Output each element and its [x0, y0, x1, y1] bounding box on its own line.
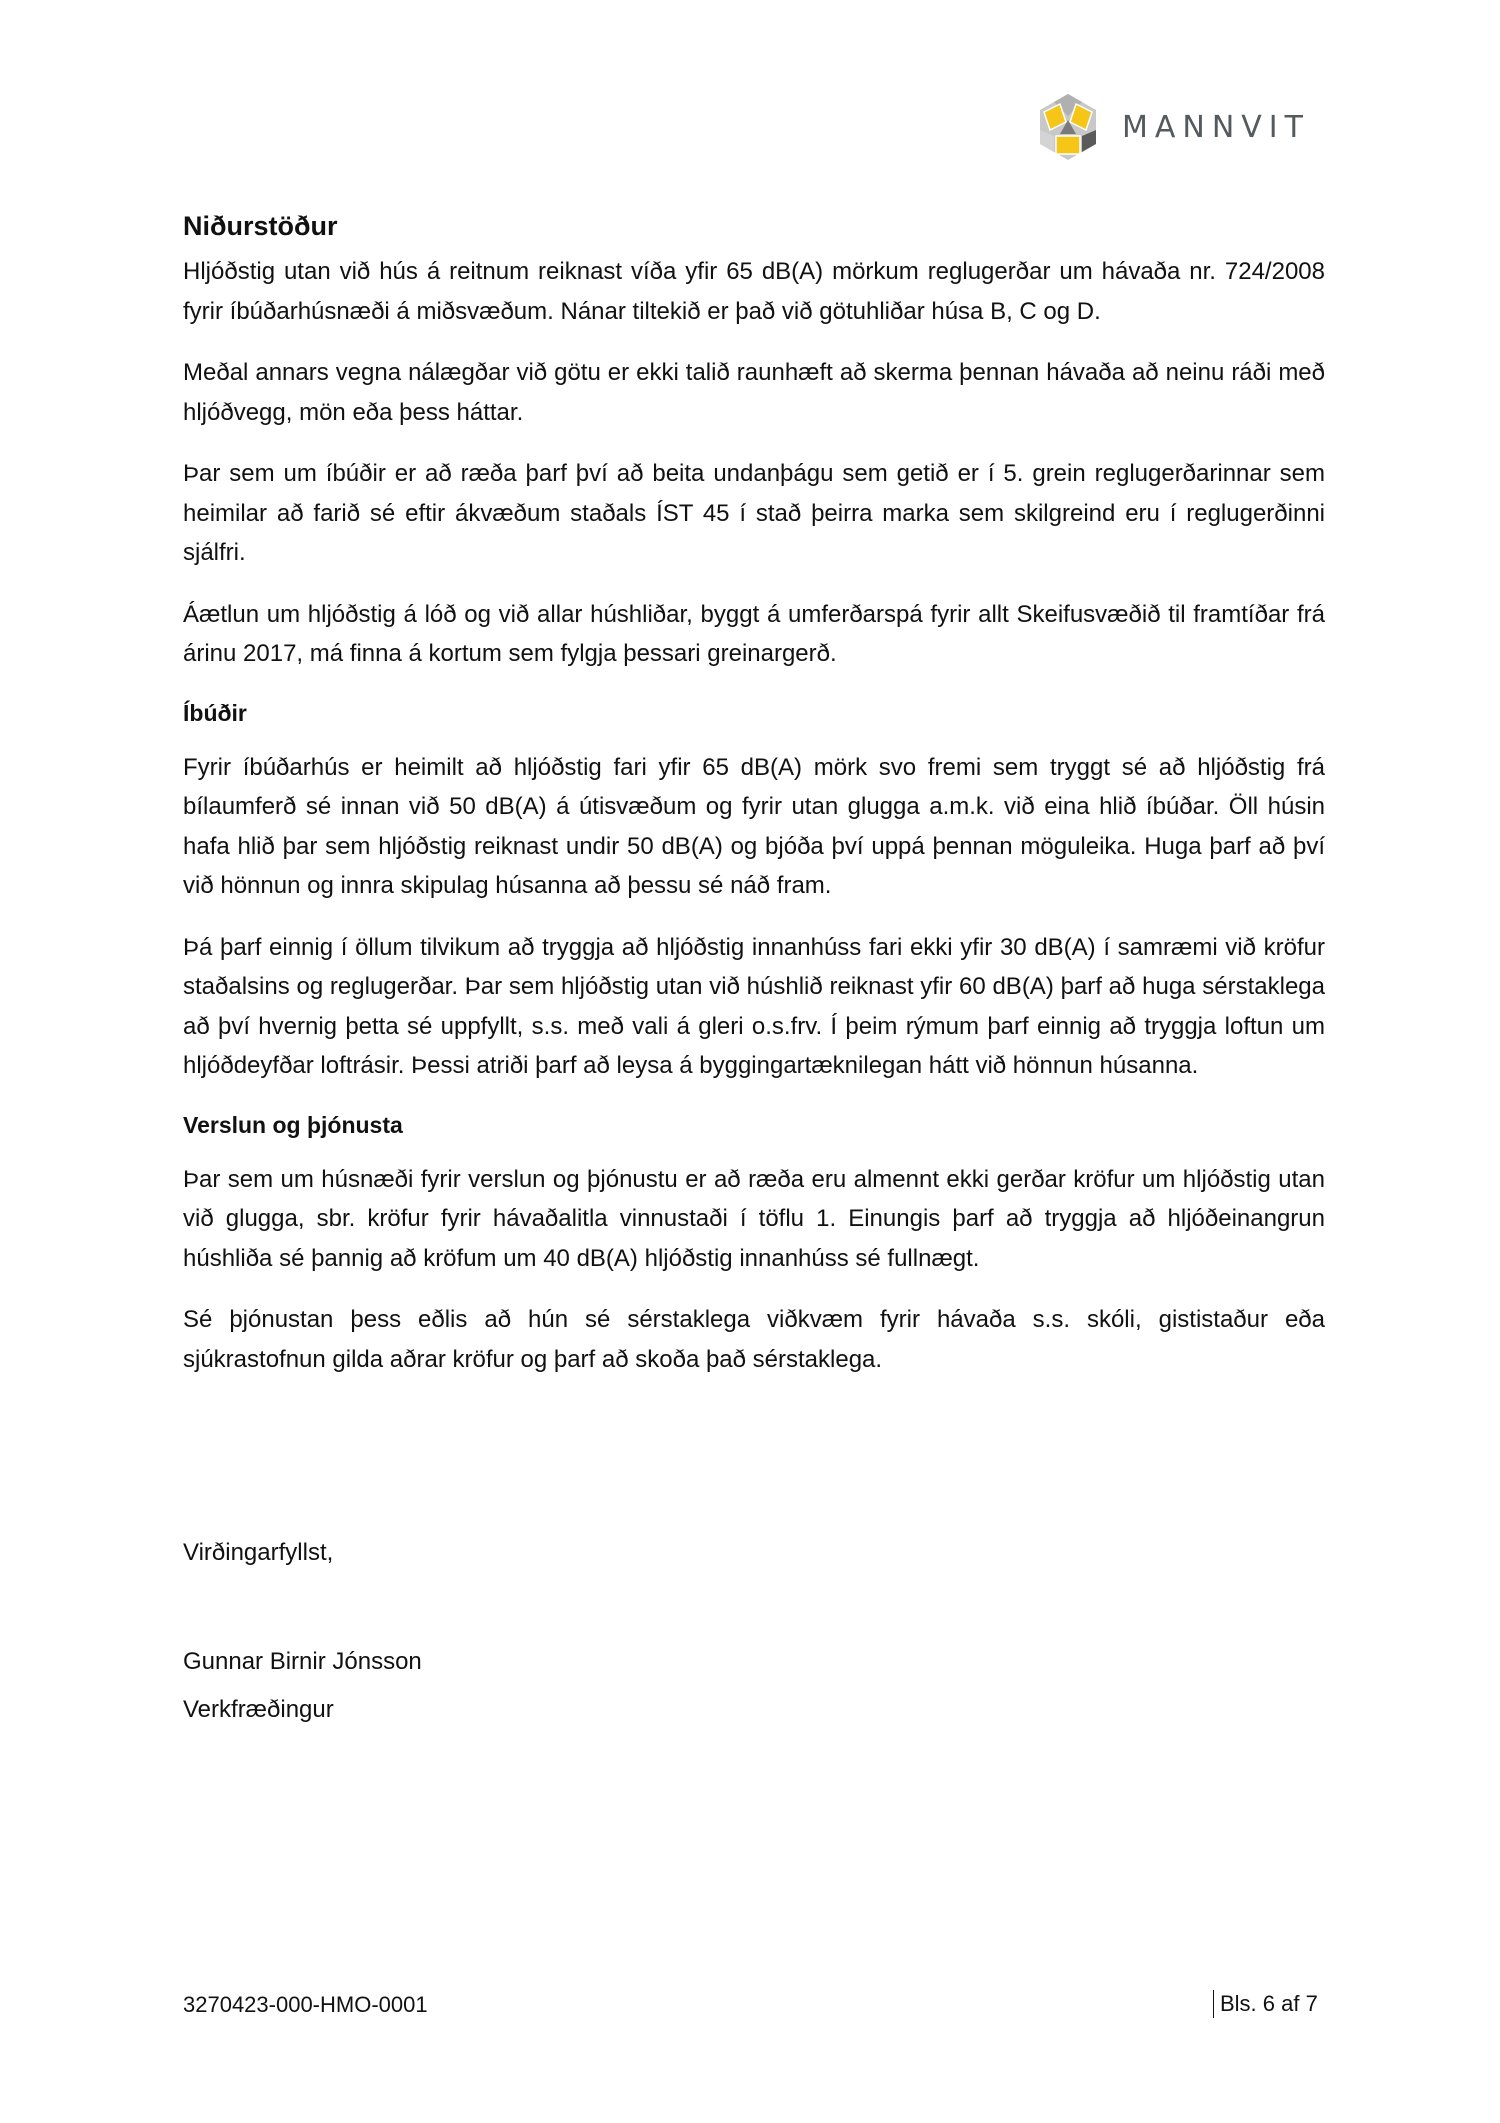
subheading-commerce: Verslun og þjónusta [183, 1111, 403, 1138]
paragraph: Þar sem um húsnæði fyrir verslun og þjónustu er að ræða eru almennt ekki gerðar kröfur um hljóðstig utan við glugga, sbr. kröfur fyrir hávaðalitla vinnustaði í töflu 1. Einungis þarf að tryggja að hljóðeinangrun húshliða sé þannig að kröfum um 40 dB(A) hljóðstig innanhúss sé fullnægt. [183, 1165, 1325, 1272]
signatory-title: Verkfræðingur [183, 1696, 334, 1723]
section-title: Niðurstöður [183, 211, 338, 241]
paragraph: Fyrir íbúðarhús er heimilt að hljóðstig fari yfir 65 dB(A) mörk svo fremi sem tryggt sé að hljóðstig frá bílaumferð sé innan við 50 dB(A) á útisvæðum og fyrir utan glugga a.m.k. við eina hlið íbúðar. Öll húsin hafa hlið þar sem hljóðstig reiknast undir 50 dB(A) og bjóða því uppá þennan möguleika. Huga þarf að því við hönnun og innra skipulag húsanna að þessu sé náð fram. [183, 753, 1325, 899]
paragraph: Áætlun um hljóðstig á lóð og við allar húshliðar, byggt á umferðarspá fyrir allt Skeifusvæðið til framtíðar frá árinu 2017, má finna á kortum sem fylgja þessari greinargerð. [183, 600, 1325, 667]
document-body [183, 200, 1325, 1401]
document-id: 3270423-000-HMO-0001 [183, 1992, 428, 2017]
paragraph: Sé þjónustan þess eðlis að hún sé sérstaklega viðkvæm fyrir hávaða s.s. skóli, gististaður eða sjúkrastofnun gilda aðrar kröfur og þarf að skoða það sérstaklega. [183, 1306, 1325, 1373]
company-logo [1036, 92, 1326, 162]
logo-wordmark: MANNVIT [1122, 109, 1310, 145]
subheading-residences: Íbúðir [183, 699, 247, 726]
paragraph: Meðal annars vegna nálægðar við götu er ekki talið raunhæft að skerma þennan hávaða að neinu ráði með hljóðvegg, mön eða þess háttar. [183, 359, 1325, 426]
page-number: Bls. 6 af 7 [1213, 1990, 1318, 2018]
paragraph: Hljóðstig utan við hús á reitnum reiknast víða yfir 65 dB(A) mörkum reglugerðar um hávaða nr. 724/2008 fyrir íbúðarhúsnæði á miðsvæðum. Nánar tiltekið er það við götuhliðar húsa B, C og D. [183, 258, 1325, 325]
closing-salutation: Virðingarfyllst, [183, 1539, 334, 1566]
paragraph: Þá þarf einnig í öllum tilvikum að tryggja að hljóðstig innanhúss fari ekki yfir 30 dB(A) í samræmi við kröfur staðalsins og reglugerðar. Þar sem hljóðstig utan við húshlið reiknast yfir 60 dB(A) þarf að huga sérstaklega að því hvernig þetta sé uppfyllt, s.s. með vali á gleri o.s.frv. Í þeim rýmum þarf einnig að tryggja loftun um hljóðdeyfðar loftrásir. Þessi atriði þarf að leysa á byggingartæknilegan hátt við hönnun húsanna. [183, 933, 1325, 1079]
mannvit-logo-icon [1036, 92, 1100, 162]
signatory-name: Gunnar Birnir Jónsson [183, 1648, 422, 1675]
paragraph: Þar sem um íbúðir er að ræða þarf því að beita undanþágu sem getið er í 5. grein reglugerðarinnar sem heimilar að farið sé eftir ákvæðum staðals ÍST 45 í stað þeirra marka sem skilgreind eru í reglugerðinni sjálfri. [183, 460, 1325, 566]
